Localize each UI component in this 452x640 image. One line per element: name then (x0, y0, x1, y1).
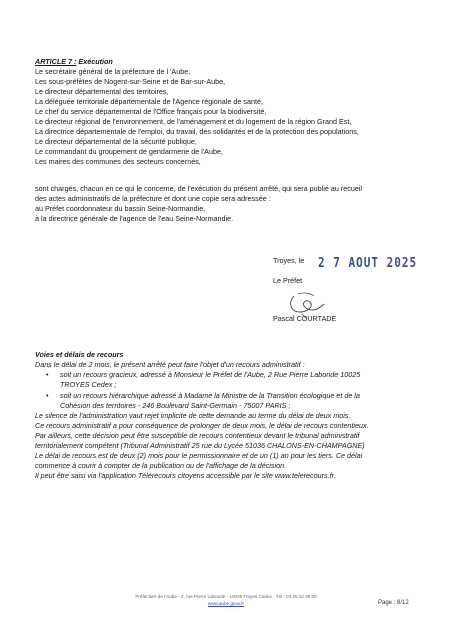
addressee-line: Le secrétaire général de la préfecture de l 'Aube, (35, 67, 191, 76)
recours-heading: Voies et délais de recours (35, 350, 124, 359)
signatory-name: Pascal COURTADE (273, 314, 337, 323)
recours-bullet-line: Cohésion des territoires - 246 Boulevard Saint-Germain - 75007 PARIS ; (60, 401, 291, 410)
closing-line: à la directrice générale de l'agence de l'eau Seine-Normandie. (35, 214, 234, 223)
article-heading (35, 57, 113, 67)
recours-bullet-line: TROYES Cedex ; (60, 380, 117, 389)
article-number: ARTICLE 7 : (35, 57, 77, 66)
signature-role: Le Préfet (273, 276, 303, 285)
recours-bullet-line: soit un recours gracieux, adressé à Monsieur le Préfet de l'Aube, 2 Rue Pierre Labonde 10025 (60, 370, 361, 379)
page-number: Page : 8/12 (378, 600, 409, 606)
addressee-line: La directrice départementale de l'emploi, du travail, des solidarités et de la protection des populations, (35, 127, 359, 136)
recours-line: commence à courir à compter de la publication ou de l'affichage de la décision. (35, 461, 287, 470)
addressee-line: Les sous-préfètes de Nogent-sur-Seine et de Bar-sur-Aube, (35, 77, 226, 86)
closing-line: au Préfet coordonnateur du bassin Seine-Normandie, (35, 204, 206, 213)
article-title: Exécution (76, 57, 113, 66)
recours-line: Par ailleurs, cette décision peut être susceptible de recours contentieux devant le tribunal administratif (35, 431, 360, 440)
signature-place: Troyes, le (273, 256, 305, 265)
addressee-line: Le directeur départemental de la sécurité publique, (35, 137, 197, 146)
recours-line: Le délai de recours est de deux (2) mois pour le permissionnaire et de un (1) an pour les tiers. Ce délai (35, 451, 363, 460)
addressee-line: Le commandant du groupement de gendarmerie de l'Aube, (35, 147, 223, 156)
addressee-line: Les maires des communes des secteurs concernés, (35, 157, 201, 166)
bullet-icon: • (46, 370, 49, 379)
bullet-icon: • (46, 391, 49, 400)
addressee-line: Le directeur régional de l'environnement, de l'aménagement et du logement de la région Grand Est, (35, 117, 352, 126)
footer-address: Préfecture de l'Aube - 2, rue Pierre Labonde - 10025 Troyes Cedex - Tél : 03 25 42 35 00 (135, 594, 317, 599)
addressee-line: Le directeur départemental des territoires, (35, 87, 169, 96)
recours-line: territorialement compétent (Tribunal Administratif 25 rue du Lycée 51036 CHALONS-EN-CHAMPAGNE) (35, 441, 365, 450)
closing-line: des actes administratifs de la préfecture et dont une copie sera adressée : (35, 194, 271, 203)
recours-line: Il peut être saisi via l'application Télérecours citoyens accessible par le site www.telerecours.fr. (35, 471, 336, 480)
recours-line: Le silence de l'administration vaut rejet implicite de cette demande au terme du délai de deux mois. (35, 411, 351, 420)
recours-intro: Dans le délai de 2 mois, le présent arrêté peut faire l'objet d'un recours administratif : (35, 360, 305, 369)
addressee-line: La déléguée territoriale départementale de l'Agence régionale de santé, (35, 97, 263, 106)
date-stamp: 2 7 AOUT 2025 (318, 255, 418, 271)
recours-bullet-line: soit un recours hiérarchique adressé à Madame la Ministre de la Transition écologique et de la (60, 391, 360, 400)
addressee-line: Le chef du service départemental de l'Office français pour la biodiversité, (35, 107, 267, 116)
closing-line: sont chargés, chacun en ce qui le concerne, de l'exécution du présent arrêté, qui sera publié au recueil (35, 184, 363, 193)
footer-website-link[interactable]: www.aube.gouv.fr (207, 601, 245, 606)
recours-line: Ce recours administratif a pour conséquence de prolonger de deux mois, le délai de recours contentieux. (35, 421, 369, 430)
